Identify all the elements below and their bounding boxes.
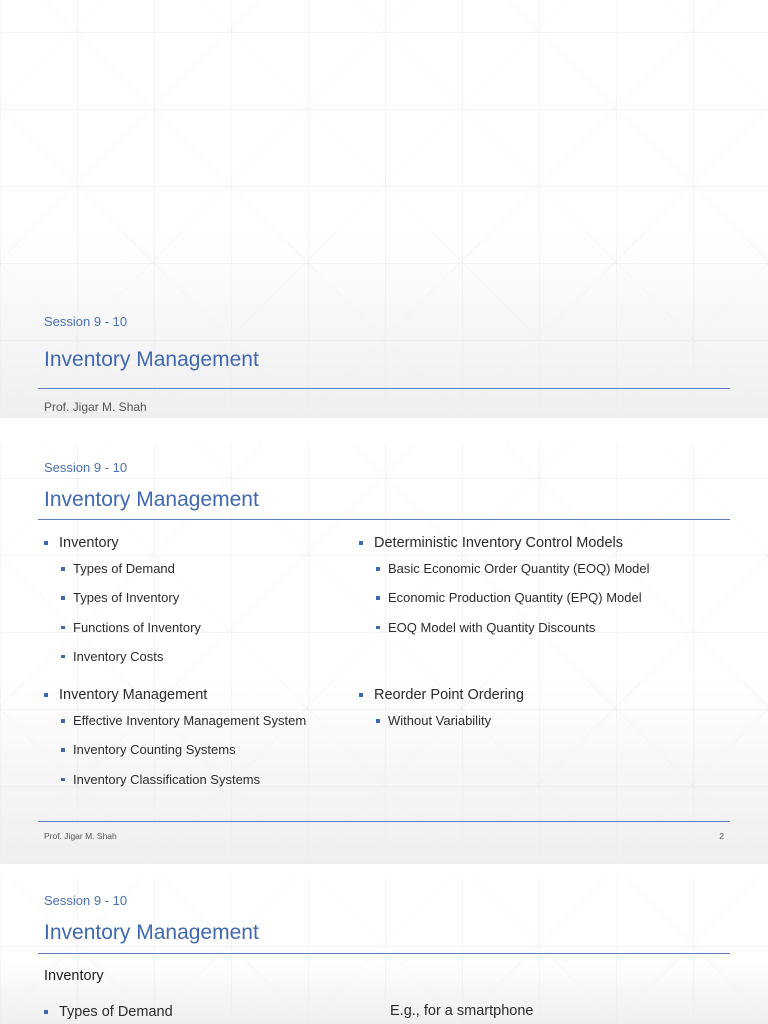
sub-bullet: Types of Demand (44, 554, 364, 583)
slide-title: Inventory Management (44, 348, 259, 371)
sub-bullet: Inventory Classification Systems (44, 765, 364, 794)
title-slide (0, 0, 768, 418)
sub-bullet: Inventory Counting Systems (44, 735, 364, 764)
bullet-deterministic-models: Deterministic Inventory Control Models (359, 532, 719, 554)
slide-gap (0, 418, 768, 444)
slide-gap (0, 864, 768, 878)
footer-rule (38, 821, 730, 822)
right-column (359, 532, 719, 735)
session-label: Session 9 - 10 (44, 314, 128, 329)
sub-bullet: Without Variability (359, 706, 719, 735)
inventory-slide (0, 878, 768, 1024)
outline-slide (0, 444, 768, 864)
sub-bullet: Functions of Inventory (44, 613, 364, 642)
left-column (44, 532, 364, 794)
bullet-reorder-point: Reorder Point Ordering (359, 684, 719, 706)
slide-title: Inventory Management (44, 488, 259, 511)
example-text: E.g., for a smartphone (390, 1003, 534, 1019)
session-label: Session 9 - 10 (44, 893, 128, 908)
author-name: Prof. Jigar M. Shah (44, 400, 147, 414)
sub-bullet: Types of Inventory (44, 583, 364, 612)
section-heading: Inventory (44, 968, 104, 984)
title-rule (38, 953, 730, 954)
bullet-types-of-demand: Types of Demand (44, 1001, 173, 1023)
sub-bullet: Effective Inventory Management System (44, 706, 364, 735)
page-number: 2 (719, 831, 724, 841)
sub-bullet: Economic Production Quantity (EPQ) Model (359, 583, 719, 612)
bullet-inventory-management: Inventory Management (44, 684, 364, 706)
sub-bullet: Inventory Costs (44, 642, 364, 671)
bullet-inventory: Inventory (44, 532, 364, 554)
title-rule (38, 388, 730, 389)
title-rule (38, 519, 730, 520)
footer-author: Prof. Jigar M. Shah (44, 831, 117, 841)
sub-bullet: EOQ Model with Quantity Discounts (359, 613, 719, 642)
slide-title: Inventory Management (44, 921, 259, 944)
sub-bullet: Basic Economic Order Quantity (EOQ) Model (359, 554, 719, 583)
session-label: Session 9 - 10 (44, 460, 128, 475)
